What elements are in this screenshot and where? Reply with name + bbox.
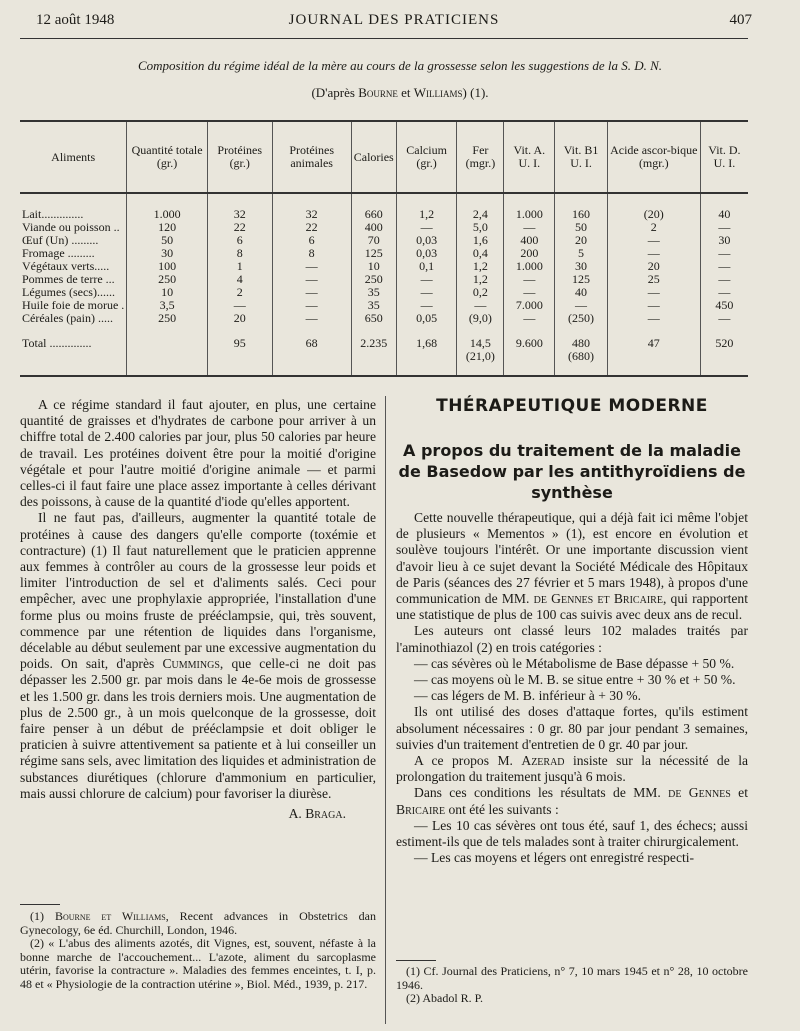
left-footnotes xyxy=(20,910,376,991)
table-cell: — xyxy=(457,299,504,312)
table-row xyxy=(20,312,748,325)
table-cell: 5,0 xyxy=(457,221,504,234)
table-cell: 6 xyxy=(272,234,351,247)
table-cell: 0,05 xyxy=(396,312,457,325)
table-row xyxy=(20,299,748,312)
table-cell: 35 xyxy=(351,299,396,312)
table-title: Composition du régime idéal de la mère au cours de la grossesse selon les suggestions de la S. D. N. xyxy=(137,58,663,73)
table-row xyxy=(20,325,748,350)
table-cell: — xyxy=(700,247,748,260)
journal-name: JOURNAL DES PRATICIENS xyxy=(288,12,500,28)
table-cell: — xyxy=(272,299,351,312)
table-cell: 20 xyxy=(207,312,272,325)
table-cell: — xyxy=(272,260,351,273)
table-cell: Œuf (Un) ......... xyxy=(22,233,99,247)
table-row xyxy=(20,286,748,299)
left-column xyxy=(20,397,376,822)
table-cell: 8 xyxy=(272,247,351,260)
table-cell: (21,0) xyxy=(457,350,504,376)
table-cell xyxy=(351,350,396,376)
table-cell: 30 xyxy=(555,260,607,273)
right-footnote-1: (1) Cf. Journal des Praticiens, n° 7, 10 mars 1945 et n° 28, 10 octobre 1946. xyxy=(396,964,748,992)
table-cell: (9,0) xyxy=(457,312,504,325)
table-cell: 650 xyxy=(351,312,396,325)
right-paragraph-6: Ils ont utilisé des doses d'attaque fortes, qu'ils estiment absolument nécessaires : 0 gr. 80 par jour pendant 3 semaines, suivies d'un traitement d'entretien de 0 gr. 40 par jour. xyxy=(396,704,748,752)
column-header: Aliments xyxy=(51,149,96,164)
table-cell: 9.600 xyxy=(504,325,555,350)
table-cell: 40 xyxy=(555,286,607,299)
right-paragraph-1: Cette nouvelle thérapeutique, qui a déjà fait ici même l'objet de plusieurs « Mementos » (1), est encore en évolution et soulève toujours l'intérêt. Or une importante discussion vient d'avoir lieu à ce sujet devant la Société Médicale des Hôpitaux de Paris (séances des 27 février et 5 mars 1948), à propos d'une communication de MM. de Gennes et Bricaire, qui rapportent une statistique de plus de 100 cas suivis avec deux ans de recul. xyxy=(396,510,748,623)
column-header: Fer (mgr.) xyxy=(457,121,504,193)
table-cell: 250 xyxy=(127,273,208,286)
table-cell: 100 xyxy=(127,260,208,273)
table-cell xyxy=(700,350,748,376)
table-cell: 4 xyxy=(207,273,272,286)
table-cell: 10 xyxy=(127,286,208,299)
table-cell: Pommes de terre ... xyxy=(22,272,115,286)
section-title: THÉRAPEUTIQUE MODERNE xyxy=(436,396,708,416)
table-cell: 7.000 xyxy=(504,299,555,312)
right-paragraph-10: — Les cas moyens et légers ont enregistré respecti- xyxy=(414,850,695,866)
table-cell: 125 xyxy=(351,247,396,260)
table-cell: — xyxy=(504,273,555,286)
table-cell: — xyxy=(607,286,700,299)
table-cell: 70 xyxy=(351,234,396,247)
table-cell: — xyxy=(607,299,700,312)
table-cell: 120 xyxy=(127,221,208,234)
table-cell: 0,03 xyxy=(396,234,457,247)
left-paragraph-1: A ce régime standard il faut ajouter, en plus, une certaine quantité de graisses et d'hydrates de carbone pour arriver à un chiffre total de 2.400 calories par jour, plus 50 calories par heure de travail. Les protéines doivent être pour la moitié d'origine végétale et pour l'autre moitié d'origine animale — et parmi celles-ci il faut faire une place assez importante à celles dérivant des poissons, à cause de la quantité d'iode qu'elles apportent. xyxy=(20,397,376,510)
column-header: Vit. B1 U. I. xyxy=(555,121,607,193)
table-row xyxy=(20,221,748,234)
right-paragraph-4: — cas moyens où le M. B. se situe entre + 30 % et + 50 %. xyxy=(414,672,736,688)
table-cell: 2 xyxy=(607,221,700,234)
table-cell: 480 xyxy=(555,325,607,350)
table-cell: 1,2 xyxy=(457,273,504,286)
author-signature: A. Braga. xyxy=(288,806,346,822)
table-cell: — xyxy=(207,299,272,312)
table-cell: 50 xyxy=(555,221,607,234)
article-title: A propos du traitement de la maladie de Basedow par les antithyroïdiens de synthèse xyxy=(398,441,746,502)
table-cell: Viande ou poisson .. xyxy=(22,220,120,234)
table-cell: (680) xyxy=(555,350,607,376)
table-cell: — xyxy=(396,286,457,299)
table-cell: 660 xyxy=(351,193,396,221)
table-cell: 125 xyxy=(555,273,607,286)
right-footnote-2: (2) Abadol R. P. xyxy=(406,991,484,1005)
left-paragraph-2: Il ne faut pas, d'ailleurs, augmenter la quantité totale de protéines à cause des dangers qu'elle comporte (toxémie et contracture) (1) Il faut naturellement que le praticien apprenne aux femmes à contrôler au cours de la grossesse leur poids et limiter l'introduction de sel et d'aliments salés. Ceci pour empêcher, avec une prophylaxie appropriée, l'installation d'une forme plus ou moins fruste de prééclampsie, qui, très souvent, commence par une rétention de liquides dans l'organisme, décelable au début seulement par une excessive augmentation du poids. On sait, d'après Cummings, que celle-ci ne doit pas dépasser les 2.500 gr. par mois dans le 4e-6e mois de grossesse et les 1.500 gr. dans les trois derniers mois. Une augmentation de plus de 2.500 gr., à un mois quelconque de la grossesse, doit faire penser à un début de prééclampsie et doit obliger le praticien à suivre attentivement sa patiente et à lui conseiller un régime sans sels, avec limitation des liquides et administration de substances diurétiques (chlorure d'ammonium en particulier, mais aussi chlorure de calcium) pour favoriser la diurèse. xyxy=(20,510,376,801)
table-cell: — xyxy=(272,286,351,299)
column-header: Acide ascor-bique (mgr.) xyxy=(607,121,700,193)
table-cell: 250 xyxy=(127,312,208,325)
table-cell: 50 xyxy=(127,234,208,247)
column-header: Quantité totale (gr.) xyxy=(127,121,208,193)
table-cell: — xyxy=(504,286,555,299)
column-header: Calcium (gr.) xyxy=(396,121,457,193)
footnote-rule-right xyxy=(396,960,436,961)
right-paragraph-9: — Les 10 cas sévères ont tous été, sauf 1, des échecs; aussi estiment-ils que de tels malades sont à traiter chirurgicalement. xyxy=(396,817,748,850)
right-paragraph-7: A ce propos M. Azerad insiste sur la nécessité de la prolongation du traitement jusqu'à 6 mois. xyxy=(396,753,749,785)
table-cell: 1,6 xyxy=(457,234,504,247)
table-cell: — xyxy=(504,221,555,234)
table-cell: 0,4 xyxy=(457,247,504,260)
table-cell: (250) xyxy=(555,312,607,325)
right-paragraph-8: Dans ces conditions les résultats de MM. de Gennes et Bricaire ont été les suivants : xyxy=(396,785,748,817)
table-header-row xyxy=(20,121,748,193)
column-header: Calories xyxy=(351,121,396,193)
footnote-2: (2) « L'abus des aliments azotés, dit Vignes, est, souvent, néfaste à la bonne marche de l'accouchement... L'azote, aliment du sarcoplasme utérin, favorise la contracture ». Maladies des femmes enceintes, t. I, p. 48 et « Physiologie de la contraction utérine », Biol. Méd., 1939, p. 217. xyxy=(20,936,376,991)
right-footnotes xyxy=(396,965,748,1006)
table-cell: 68 xyxy=(272,325,351,350)
table-cell: 1 xyxy=(207,260,272,273)
table-cell: — xyxy=(396,273,457,286)
table-cell xyxy=(396,350,457,376)
table-cell: 40 xyxy=(700,193,748,221)
table-cell xyxy=(272,350,351,376)
table-cell: 3,5 xyxy=(127,299,208,312)
table-cell: 2,4 xyxy=(457,193,504,221)
column-header: Protéines animales xyxy=(272,121,351,193)
table-cell xyxy=(127,350,208,376)
table-cell: 520 xyxy=(700,325,748,350)
table-cell: — xyxy=(607,247,700,260)
column-header: Vit. D. U. I. xyxy=(700,121,748,193)
diet-composition-table xyxy=(20,120,748,377)
table-cell: Céréales (pain) ..... xyxy=(22,311,113,325)
table-row xyxy=(20,260,748,273)
table-cell: 25 xyxy=(607,273,700,286)
table-cell: Total .............. xyxy=(22,336,92,350)
table-cell: 22 xyxy=(207,221,272,234)
table-row xyxy=(20,193,748,221)
table-cell: 47 xyxy=(607,325,700,350)
table-cell: 200 xyxy=(504,247,555,260)
table-cell: 20 xyxy=(555,234,607,247)
table-subtitle: (D'après Bourne et Williams) (1). xyxy=(311,85,489,100)
table-cell: — xyxy=(555,299,607,312)
table-cell: 1,68 xyxy=(396,325,457,350)
table-cell: 1,2 xyxy=(457,260,504,273)
table-cell: 95 xyxy=(207,325,272,350)
table-cell: 35 xyxy=(351,286,396,299)
table-cell: Légumes (secs)...... xyxy=(22,285,115,299)
table-cell xyxy=(20,350,127,376)
table-row xyxy=(20,273,748,286)
table-cell xyxy=(607,350,700,376)
table-cell xyxy=(127,325,208,350)
issue-date: 12 août 1948 xyxy=(36,12,115,28)
table-cell: 6 xyxy=(207,234,272,247)
table-cell: 8 xyxy=(207,247,272,260)
header-rule xyxy=(20,38,748,39)
table-cell: Huile foie de morue . xyxy=(22,298,125,312)
table-cell: (20) xyxy=(607,193,700,221)
table-cell: 32 xyxy=(207,193,272,221)
table-cell: 250 xyxy=(351,273,396,286)
table-cell: 22 xyxy=(272,221,351,234)
column-divider xyxy=(385,396,386,1024)
table-cell: 450 xyxy=(700,299,748,312)
table-cell: 1.000 xyxy=(504,193,555,221)
table-cell: Fromage ......... xyxy=(22,246,95,260)
column-header: Vit. A. U. I. xyxy=(504,121,555,193)
table-row xyxy=(20,234,748,247)
table-row xyxy=(20,247,748,260)
column-header: Protéines (gr.) xyxy=(207,121,272,193)
table-cell: 14,5 xyxy=(457,325,504,350)
table-row xyxy=(20,350,748,376)
table-cell: Végétaux verts..... xyxy=(22,259,110,273)
table-cell: 160 xyxy=(555,193,607,221)
right-column xyxy=(396,510,748,866)
table-cell: 0,2 xyxy=(457,286,504,299)
table-cell: — xyxy=(272,273,351,286)
table-cell: 20 xyxy=(607,260,700,273)
table-cell: — xyxy=(700,286,748,299)
table-cell: — xyxy=(504,312,555,325)
footnote-rule xyxy=(20,904,60,905)
table-cell: 32 xyxy=(272,193,351,221)
table-cell: 5 xyxy=(555,247,607,260)
page-number: 407 xyxy=(729,12,752,28)
table-cell: 1.000 xyxy=(504,260,555,273)
table-cell: 400 xyxy=(504,234,555,247)
table-cell: — xyxy=(272,312,351,325)
table-cell xyxy=(504,350,555,376)
right-paragraph-3: — cas sévères où le Métabolisme de Base dépasse + 50 %. xyxy=(414,655,735,671)
footnote-1: (1) Bourne et Williams, Recent advances in Obstetrics dan Gynecology, 6e éd. Churchill, London, 1946. xyxy=(20,909,376,937)
right-paragraph-5: — cas légers de M. B. inférieur à + 30 %. xyxy=(414,688,641,704)
table-cell: 1,2 xyxy=(396,193,457,221)
table-cell: — xyxy=(700,221,748,234)
table-cell: — xyxy=(607,312,700,325)
table-cell: — xyxy=(607,234,700,247)
table-cell: Lait.............. xyxy=(22,207,84,221)
table-cell: — xyxy=(396,221,457,234)
table-cell: 400 xyxy=(351,221,396,234)
table-cell: 2.235 xyxy=(351,325,396,350)
table-cell: 10 xyxy=(351,260,396,273)
table-cell: — xyxy=(700,260,748,273)
table-cell: 1.000 xyxy=(127,193,208,221)
table-cell: 0,03 xyxy=(396,247,457,260)
table-cell: — xyxy=(700,273,748,286)
table-cell: — xyxy=(396,299,457,312)
table-cell: 0,1 xyxy=(396,260,457,273)
table-cell: 2 xyxy=(207,286,272,299)
table-cell: 30 xyxy=(700,234,748,247)
page-header xyxy=(36,12,752,36)
table-cell xyxy=(207,350,272,376)
table-cell: 30 xyxy=(127,247,208,260)
table-cell: — xyxy=(700,312,748,325)
right-paragraph-2: Les auteurs ont classé leurs 102 malades traités par l'aminothiazol (2) en trois catégories : xyxy=(396,623,748,655)
